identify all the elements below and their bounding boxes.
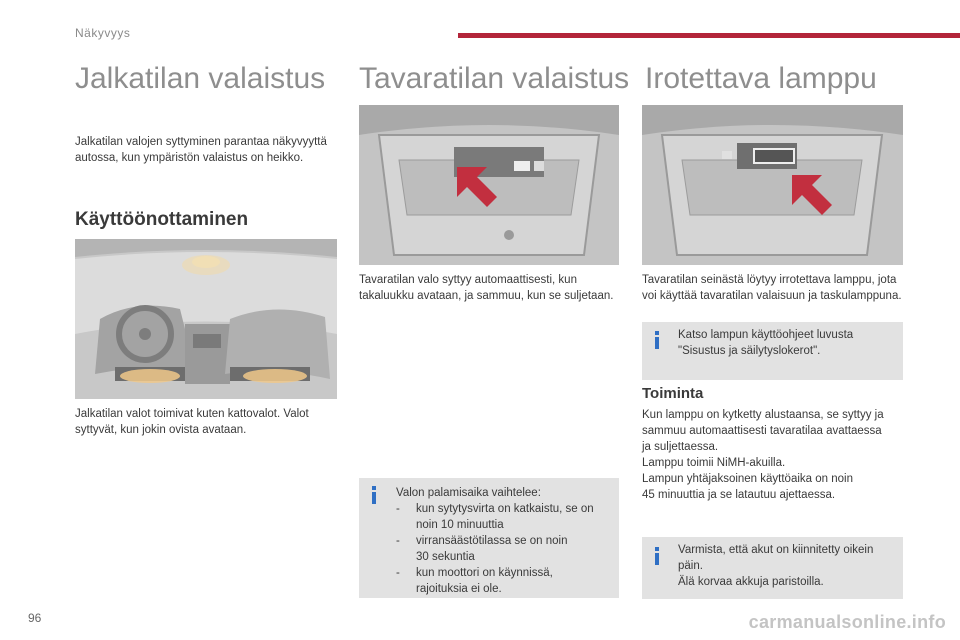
header-accent-bar [458,33,960,38]
section-label: Näkyvyys [75,26,131,40]
col1-intro: Jalkatilan valojen syttyminen parantaa näkyvyyttä autossa, kun ympäristön valaistus on heikko. [75,136,327,164]
list-item: - kun moottori on käynnissä, rajoituksia ei ole. [396,567,553,595]
info-icon [655,547,659,565]
col2-caption: Tavaratilan valo syttyy automaattisesti, kun takaluukku avataan, ja sammuu, kun se suljetaan. [359,274,614,302]
col2-info-box [359,478,619,598]
info-text: Katso lampun käyttöohjeet luvusta "Sisustus ja säilytyslokerot". [678,329,854,357]
info-icon [655,331,659,349]
col2-title: Tavaratilan valaistus [359,62,630,95]
col1-subheading: Käyttöönottaminen [75,209,249,230]
page-number: 96 [28,611,42,625]
info-icon [372,486,376,504]
list-item: - virransäästötilassa se on noin 30 sekuntia [396,535,568,563]
col3-title: Irotettava lamppu [645,62,877,95]
watermark: carmanualsonline.info [748,612,946,632]
col3-info-box-2 [642,537,903,599]
col3-subheading: Toiminta [642,385,704,402]
col3-body: Kun lamppu on kytketty alustaansa, se syttyy ja sammuu automaattisesti tavaratilaa avattaessa ja suljettaessa. Lamppu toimii NiMH-akuilla. Lampun yhtäjaksoinen käyttöaika on noin 45 minuuttia ja se latautuu ajettaessa. [642,409,884,501]
col1-title: Jalkatilan valaistus [75,62,326,95]
cargo-light-photo [359,105,619,265]
col3-info-box-1 [642,322,903,380]
info-intro: Valon palamisaika vaihtelee: [396,487,541,499]
removable-lamp-photo [642,105,903,265]
info-text: Varmista, että akut on kiinnitetty oikein päin. Älä korvaa akkuja paristoilla. [678,544,874,588]
footwell-light-photo [75,239,337,399]
col1-caption: Jalkatilan valot toimivat kuten kattovalot. Valot syttyvät, kun jokin ovista avataan. [75,408,309,436]
col3-caption: Tavaratilan seinästä löytyy irrotettava lamppu, jota voi käyttää tavaratilan valaisuun ja taskulamppuna. [642,274,902,302]
list-item: - kun sytytysvirta on katkaistu, se on noin 10 minuuttia [396,503,594,531]
